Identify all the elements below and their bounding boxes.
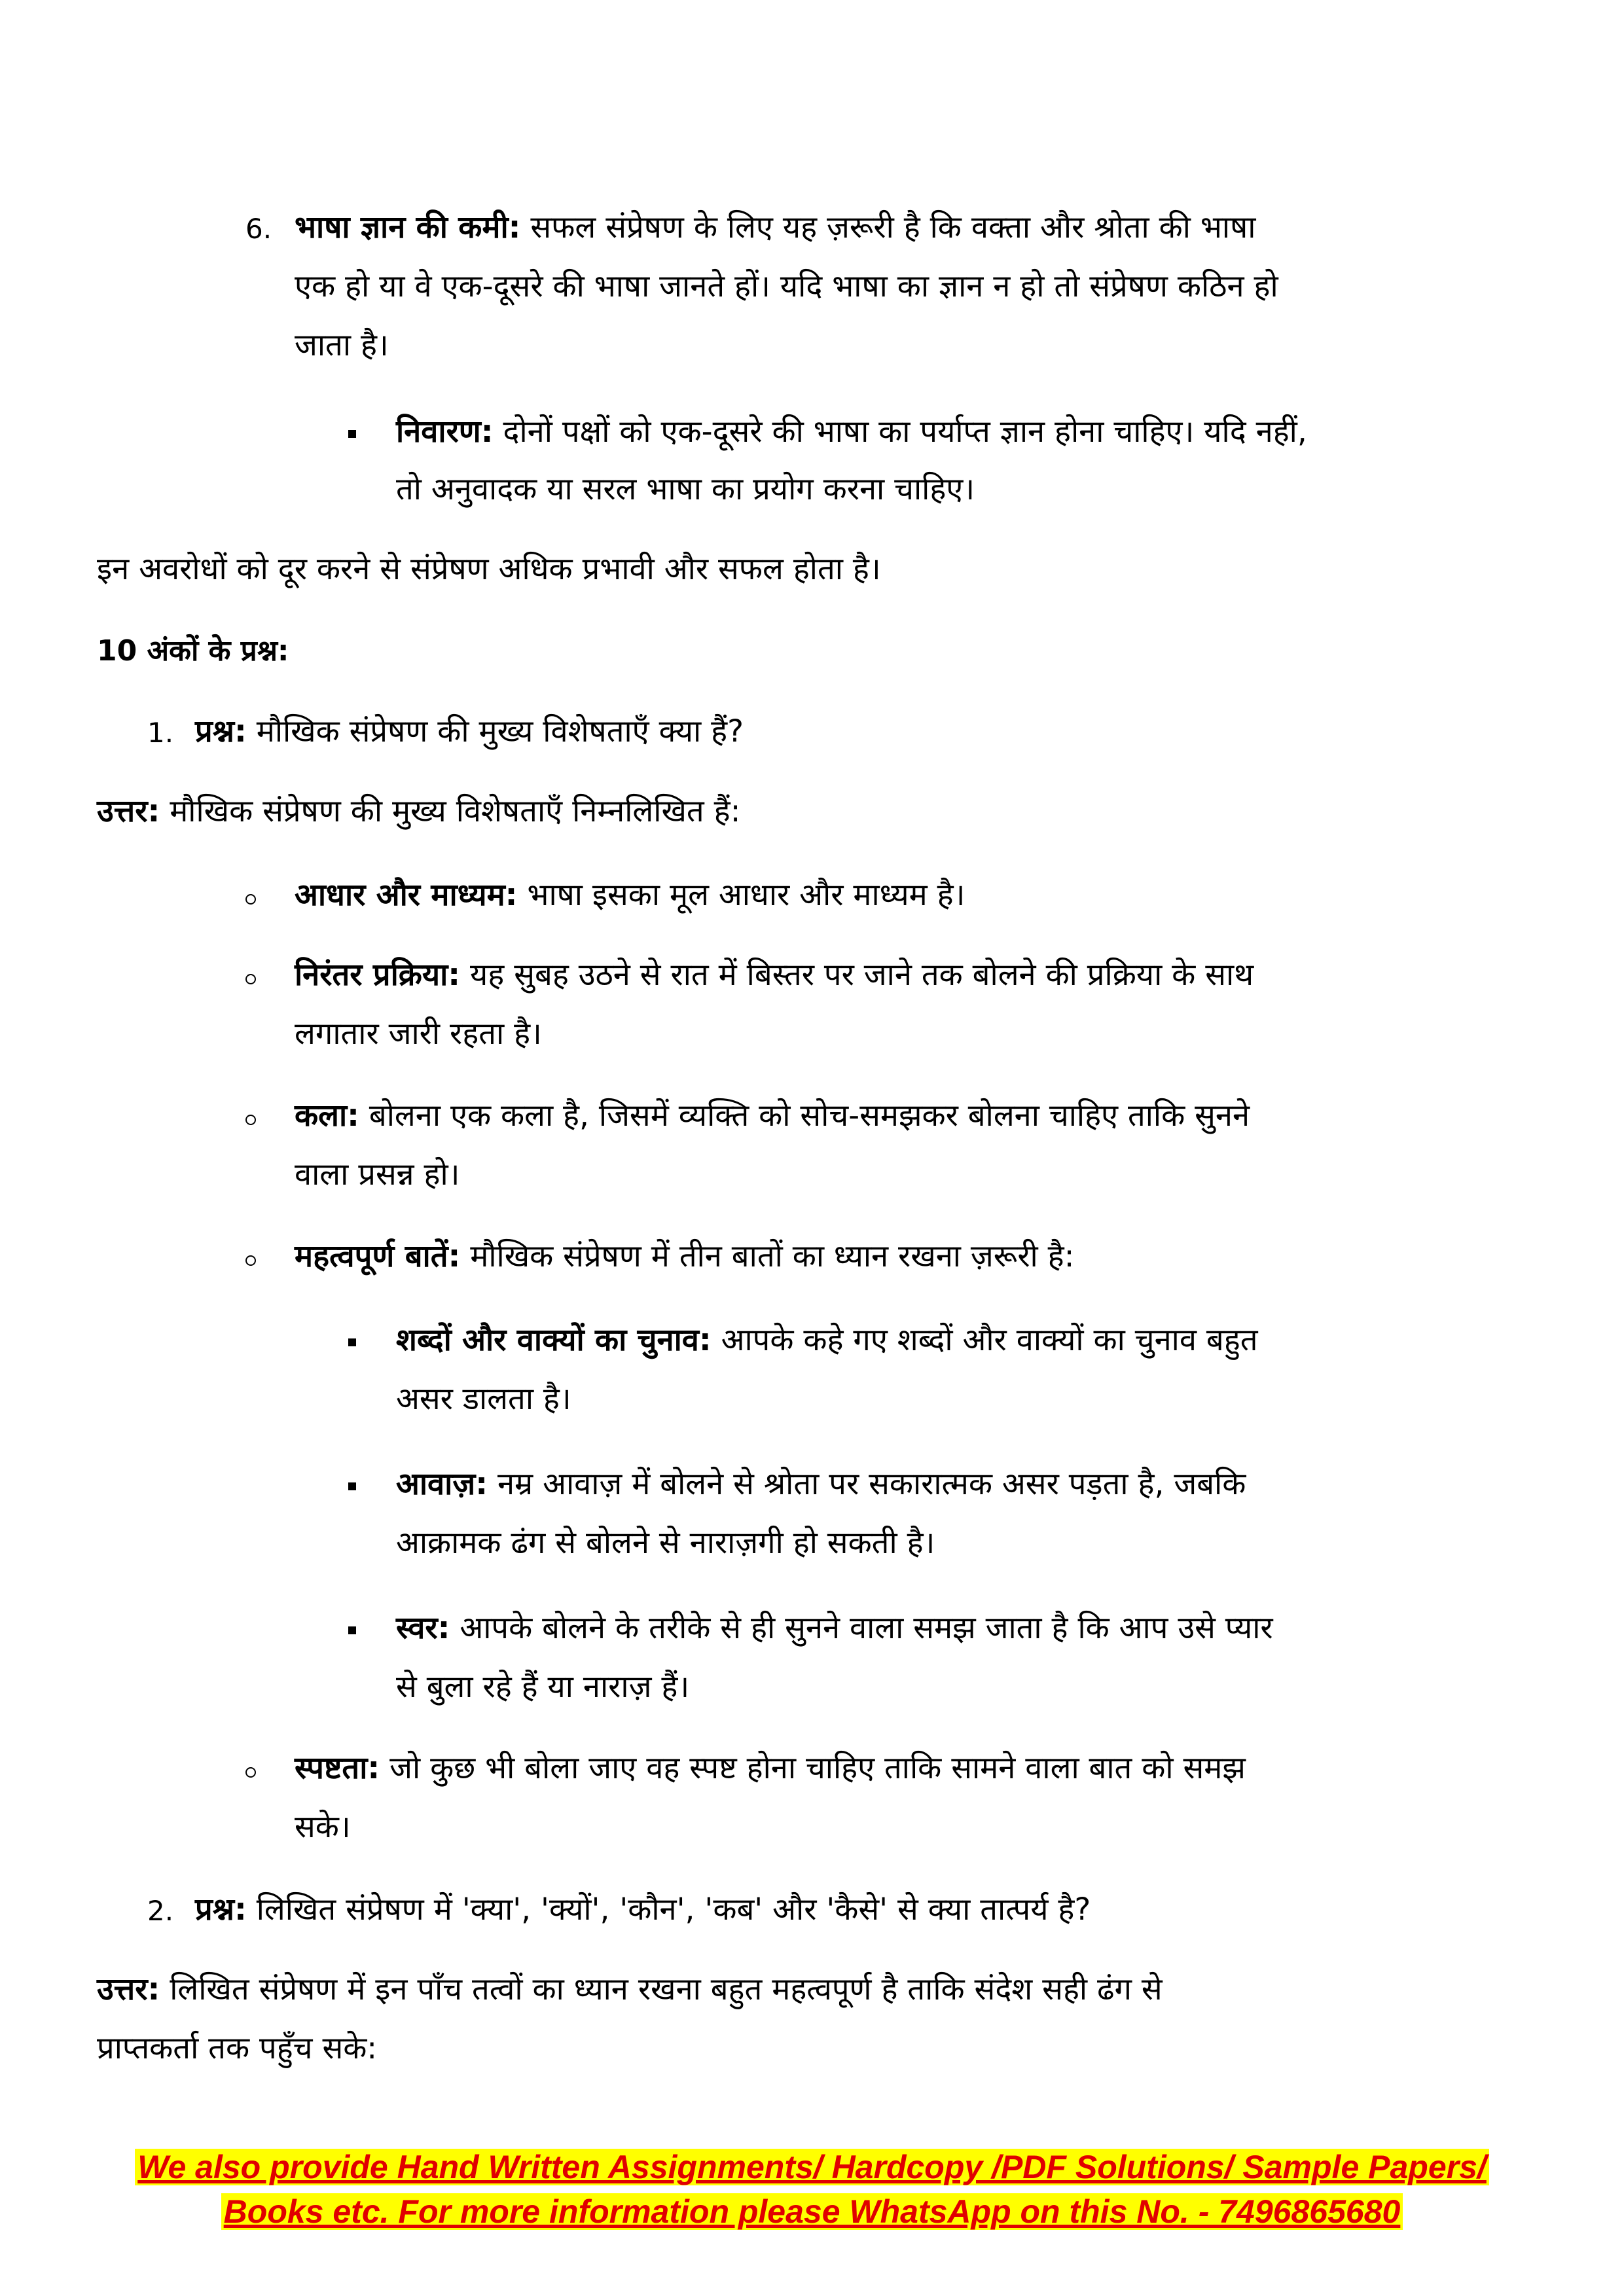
item-text: सफल संप्रेषण के लिए यह ज़रूरी है कि वक्ता और श्रोता की भाषा bbox=[520, 209, 1256, 245]
footer-line bbox=[0, 2190, 1624, 2233]
conclusion-text: इन अवरोधों को दूर करने से संप्रेषण अधिक प्रभावी और सफल होता है। bbox=[97, 551, 881, 587]
point-text: भाषा इसका मूल आधार और माध्यम है। bbox=[517, 877, 965, 913]
subpoint-text: आपके बोलने के तरीके से ही सुनने वाला समझ जाता है कि आप उसे प्यार bbox=[450, 1610, 1273, 1646]
square-bullet-icon bbox=[348, 1482, 356, 1490]
point-line bbox=[295, 1237, 1074, 1276]
point-title: आधार और माध्यम: bbox=[295, 877, 518, 913]
question-line bbox=[195, 712, 744, 751]
subpoint-line bbox=[396, 1321, 1258, 1360]
item-title: भाषा ज्ञान की कमी: bbox=[295, 209, 521, 245]
answer-line bbox=[97, 1970, 1163, 2009]
point-title: स्पष्टता: bbox=[295, 1750, 380, 1786]
subpoint-title: स्वर: bbox=[396, 1610, 450, 1646]
point-line bbox=[295, 1096, 1250, 1136]
remedy-text: दोनों पक्षों को एक-दूसरे की भाषा का पर्याप्त ज्ञान होना चाहिए। यदि नहीं, bbox=[493, 414, 1307, 450]
point-title: निरंतर प्रक्रिया: bbox=[295, 957, 461, 993]
answer-label: उत्तर: bbox=[97, 1971, 160, 2007]
subpoint-text: आपके कहे गए शब्दों और वाक्यों का चुनाव बहुत bbox=[711, 1322, 1258, 1358]
point-text: बोलना एक कला है, जिसमें व्यक्ति को सोच-समझकर बोलना चाहिए ताकि सुनने bbox=[359, 1098, 1250, 1134]
paragraph-line bbox=[295, 208, 1255, 247]
point-title: महत्वपूर्ण बातें: bbox=[295, 1238, 461, 1274]
point-text: जो कुछ भी बोला जाए वह स्पष्ट होना चाहिए ताकि सामने वाला बात को समझ bbox=[380, 1750, 1246, 1786]
footer-text: We also provide Hand Written Assignments/ Hardcopy /PDF Solutions/ Sample Papers/ bbox=[135, 2149, 1489, 2185]
point-text: यह सुबह उठने से रात में बिस्तर पर जाने तक बोलने की प्रक्रिया के साथ bbox=[460, 957, 1254, 993]
point-line: सके। bbox=[295, 1809, 351, 1845]
point-text: मौखिक संप्रेषण में तीन बातों का ध्यान रखना ज़रूरी है: bbox=[460, 1238, 1075, 1274]
section-heading: 10 अंकों के प्रश्न: bbox=[97, 634, 289, 668]
answer-line bbox=[97, 792, 740, 831]
list-number: 1. bbox=[147, 717, 174, 749]
subpoint-line bbox=[396, 1465, 1246, 1504]
subpoint-title: आवाज़: bbox=[396, 1466, 488, 1502]
question-label: प्रश्न: bbox=[195, 1892, 247, 1928]
footer-line bbox=[0, 2145, 1624, 2189]
subpoint-line: असर डालता है। bbox=[396, 1381, 571, 1417]
circle-bullet-icon bbox=[245, 1767, 256, 1778]
paragraph-line: जाता है। bbox=[295, 327, 389, 363]
list-number: 2. bbox=[147, 1895, 174, 1927]
question-line bbox=[195, 1890, 1091, 1929]
paragraph-line: तो अनुवादक या सरल भाषा का प्रयोग करना चाहिए। bbox=[396, 471, 975, 507]
point-line bbox=[295, 876, 965, 915]
paragraph-line: एक हो या वे एक-दूसरे की भाषा जानते हों। यदि भाषा का ज्ञान न हो तो संप्रेषण कठिन हो bbox=[295, 268, 1278, 304]
circle-bullet-icon bbox=[245, 894, 256, 905]
square-bullet-icon bbox=[348, 1626, 356, 1634]
subpoint-line: आक्रामक ढंग से बोलने से नाराज़गी हो सकती है। bbox=[396, 1525, 935, 1561]
circle-bullet-icon bbox=[245, 974, 256, 984]
square-bullet-icon bbox=[348, 430, 356, 438]
question-label: प्रश्न: bbox=[195, 713, 247, 749]
answer-text: लिखित संप्रेषण में इन पाँच तत्वों का ध्यान रखना बहुत महत्वपूर्ण है ताकि संदेश सही ढंग से bbox=[160, 1971, 1163, 2007]
footer-text: Books etc. For more information please WhatsApp on this No. - 7496865680 bbox=[221, 2193, 1403, 2230]
point-line bbox=[295, 956, 1254, 995]
question-text: मौखिक संप्रेषण की मुख्य विशेषताएँ क्या हैं? bbox=[246, 713, 744, 749]
paragraph-line bbox=[396, 412, 1307, 452]
question-text: लिखित संप्रेषण में 'क्या', 'क्यों', 'कौन', 'कब' और 'कैसे' से क्या तात्पर्य है? bbox=[246, 1892, 1091, 1928]
answer-text: मौखिक संप्रेषण की मुख्य विशेषताएँ निम्नलिखित हैं: bbox=[160, 793, 741, 829]
point-title: कला: bbox=[295, 1098, 359, 1134]
point-line: वाला प्रसन्न हो। bbox=[295, 1157, 460, 1193]
point-line bbox=[295, 1749, 1246, 1788]
subpoint-text: नम्र आवाज़ में बोलने से श्रोता पर सकारात्मक असर पड़ता है, जबकि bbox=[488, 1466, 1246, 1502]
answer-line: प्राप्तकर्ता तक पहुँच सके: bbox=[97, 2030, 378, 2066]
answer-label: उत्तर: bbox=[97, 793, 160, 829]
circle-bullet-icon bbox=[245, 1255, 256, 1266]
circle-bullet-icon bbox=[245, 1115, 256, 1125]
point-line: लगातार जारी रहता है। bbox=[295, 1016, 542, 1052]
remedy-title: निवारण: bbox=[396, 414, 494, 450]
subpoint-line bbox=[396, 1609, 1273, 1648]
subpoint-title: शब्दों और वाक्यों का चुनाव: bbox=[396, 1322, 712, 1358]
subpoint-line: से बुला रहे हैं या नाराज़ हैं। bbox=[396, 1669, 690, 1705]
list-number: 6. bbox=[245, 213, 272, 245]
square-bullet-icon bbox=[348, 1338, 356, 1346]
